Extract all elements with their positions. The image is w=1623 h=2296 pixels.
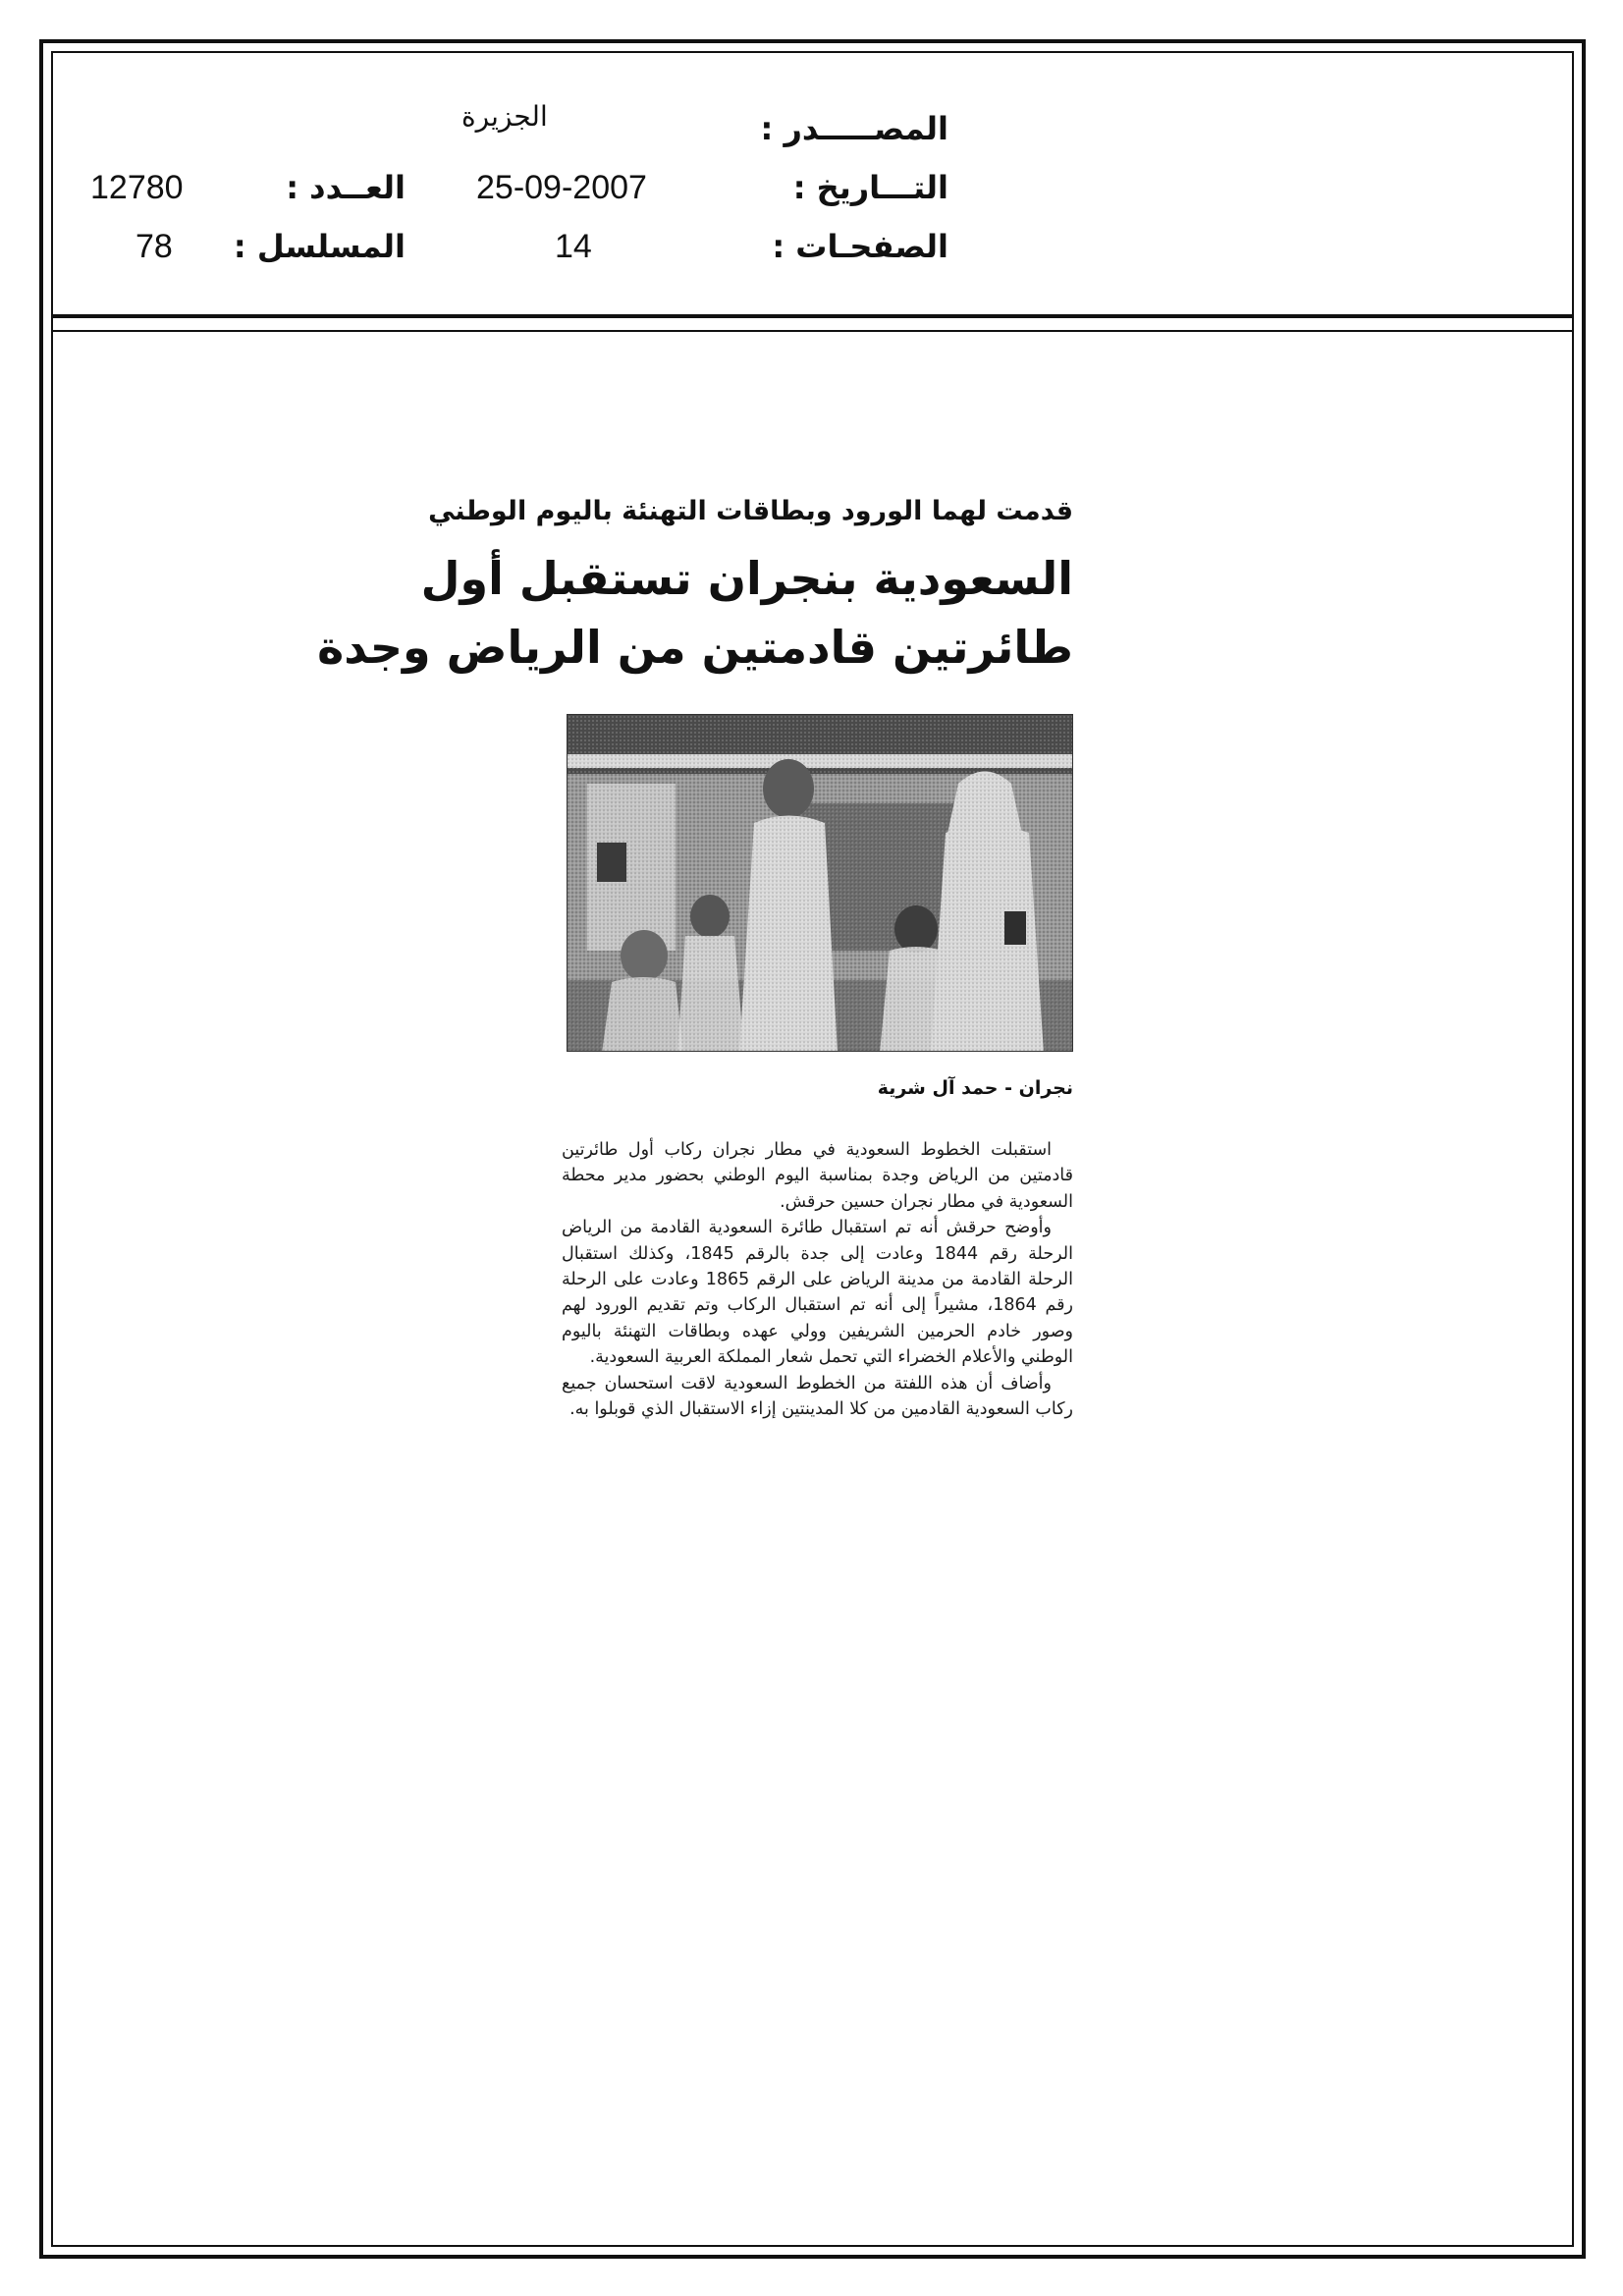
header-divider-thin [51,330,1574,332]
article-kicker: قدمت لهما الورود وبطاقات التهنئة باليوم الوطني [428,496,1073,526]
article-headline-line-2: طائرتين قادمتين من الرياض وجدة [317,621,1073,674]
article-paragraph: وأضاف أن هذه اللفتة من الخطوط السعودية لاقت استحسان جميع ركاب السعودية القادمين من كلا المدينتين إزاء الاستقبال الذي قوبلوا به. [562,1373,1073,1420]
article-headline-line-1: السعودية بنجران تستقبل أول [420,552,1073,605]
article-body [562,1137,1073,1422]
issue-label: العــدد : [286,169,406,206]
photo-people-image [568,715,1073,1052]
pages-value: 14 [555,228,592,265]
source-value: الجزيرة [461,100,548,133]
pages-label: الصفحـات : [772,228,948,265]
article-paragraph: وأوضح حرقش أنه تم استقبال طائرة السعودية القادمة من الرياض الرحلة رقم 1844 وعادت إلى جدة بالرقم 1845، وكذلك استقبال الرحلة القادمة من مدينة الرياض على الرقم 1865 وعادت على الرحلة رقم 1864، مشيراً إلى أنه تم استقبال الركاب وتم تقديم الورود لهم وصور خادم الحرمين الشريفين وولي عهده وبطاقات التهنئة باليوم الوطني والأعلام الخضراء التي تحمل شعار المملكة العربية السعودية. [562,1218,1073,1368]
date-label: التـــاريخ : [792,169,948,206]
issue-value: 12780 [90,169,184,206]
header-divider [51,314,1574,318]
date-value: 25-09-2007 [476,169,647,206]
article-byline: نجران - حمد آل شرية [877,1077,1073,1099]
article-photo [567,714,1073,1052]
serial-label: المسلسل : [233,228,406,265]
article-paragraph: استقبلت الخطوط السعودية في مطار نجران ركاب أول طائرتين قادمتين من الرياض وجدة بمناسبة اليوم الوطني بحضور مدير محطة السعودية في مطار نجران حسين حرقش. [562,1140,1073,1212]
source-label: المصـــــدر : [760,110,948,147]
serial-value: 78 [135,228,173,265]
